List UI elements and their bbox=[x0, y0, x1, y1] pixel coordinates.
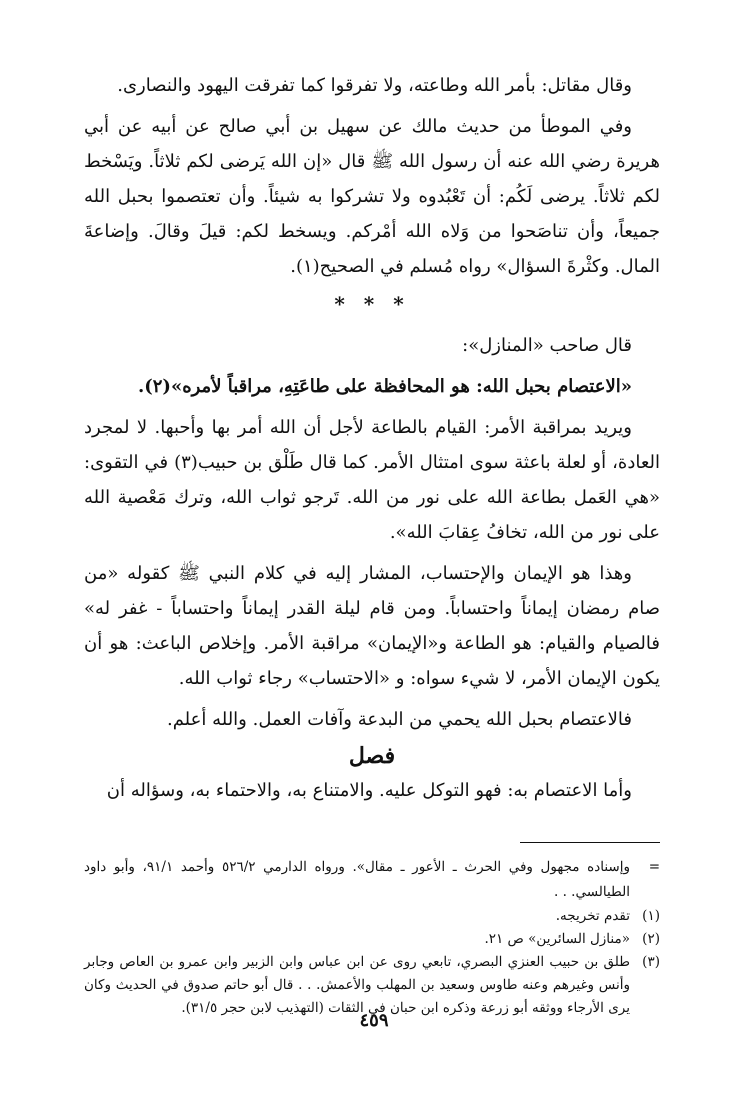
page-number: ٤٥٩ bbox=[359, 1010, 389, 1031]
footnote-continuation-mark: = bbox=[648, 859, 660, 875]
footnote-item bbox=[84, 928, 660, 951]
footnote-mark: (٣) bbox=[642, 954, 660, 970]
footnote-item bbox=[84, 905, 660, 928]
section-heading: فصل bbox=[348, 743, 396, 769]
paragraph-manazil-intro: قال صاحب «المنازل»: bbox=[462, 335, 632, 356]
footnote-mark: (١) bbox=[642, 908, 660, 924]
footnote-divider bbox=[520, 842, 660, 843]
paragraph-muwatta-hadith: وفي الموطأ من حديث مالك عن سهيل بن أبي صالح عن أبيه عن أبي هريرة رضي الله عنه أن رسول الله ﷺ قال «إن الله يَرضى لكم ثلاثاً. ويَسْخط لكم ثلاثاً. يرضى لَكُم: أن تَعْبُدوه ولا تشركوا به شيئاً. وأن تعتصموا بحبل الله جميعاً، وأن تناصَحوا من وَلاه الله أمْركم. ويسخط لكم: قيلَ وقالَ. وإضاعةَ المال. وكثْرةَ السؤال» رواه مُسلم في الصحيح(١). bbox=[84, 116, 660, 277]
footnote-text: «منازل السائرين» ص ٢١. bbox=[484, 931, 630, 947]
footnote-mark: (٢) bbox=[642, 931, 660, 947]
paragraph-muraqaba: ويريد بمراقبة الأمر: القيام بالطاعة لأجل أن الله أمر بها وأحبها. لا لمجرد العادة، أو لعلة باعثة سوى امتثال الأمر. كما قال طَلْق بن حبيب(٣) في التقوى: «هي العَمل بطاعة الله على نور من الله. تَرجو ثواب الله، وترك مَعْصية الله على نور من الله، تخافُ عِقابَ الله». bbox=[84, 417, 660, 543]
paragraph-muqatil: وقال مقاتل: بأمر الله وطاعته، ولا تفرقوا كما تفرقت اليهود والنصارى. bbox=[117, 75, 632, 96]
paragraph-conclusion: فالاعتصام بحبل الله يحمي من البدعة وآفات العمل. والله أعلم. bbox=[166, 709, 632, 730]
footnote-list bbox=[84, 905, 660, 1020]
footnote-continuation bbox=[84, 855, 660, 905]
footnote-text: طلق بن حبيب العنزي البصري، تابعي روى عن ابن عباس وابن الزبير وابن عمرو بن العاص وجابر وأنس وغيرهم وعنه طاوس وسعيد بن المهلب والأعمش. . . قال أبو حاتم صدوق في الحديث وكان يرى الأرجاء ووثقه أبو زرعة وذكره ابن حبان في الثقات (التهذيب لابن حجر ٣١/٥). bbox=[84, 954, 630, 1016]
section-separator: * * * bbox=[334, 292, 410, 316]
paragraph-itisam-bihi: وأما الاعتصام به: فهو التوكل عليه. والامتناع به، والاحتماء به، وسؤاله أن bbox=[106, 780, 632, 801]
paragraph-iman-ihtisab: وهذا هو الإيمان والإحتساب، المشار إليه في كلام النبي ﷺ كقوله «من صام رمضان إيماناً واحتساباً. ومن قام ليلة القدر إيماناً واحتساباً - غفر له» فالصيام والقيام: هو الطاعة و«الإيمان» مراقبة الأمر. وإخلاص الباعث: هو أن يكون الإيمان الأمر، لا شيء سواه: و «الاحتساب» رجاء ثواب الله. bbox=[84, 563, 660, 689]
footnote-text: تقدم تخريجه. bbox=[555, 908, 630, 924]
paragraph-manazil-quote: «الاعتصام بحبل الله: هو المحافظة على طاعَتِهِ، مراقباً لأمره»(٢). bbox=[137, 376, 632, 397]
footnote-continuation-text: وإسناده مجهول وفي الحرث ـ الأعور ـ مقال». ورواه الدارمي ٥٢٦/٢ وأحمد ٩١/١، وأبو داود الطيالسي. . . bbox=[84, 859, 630, 900]
